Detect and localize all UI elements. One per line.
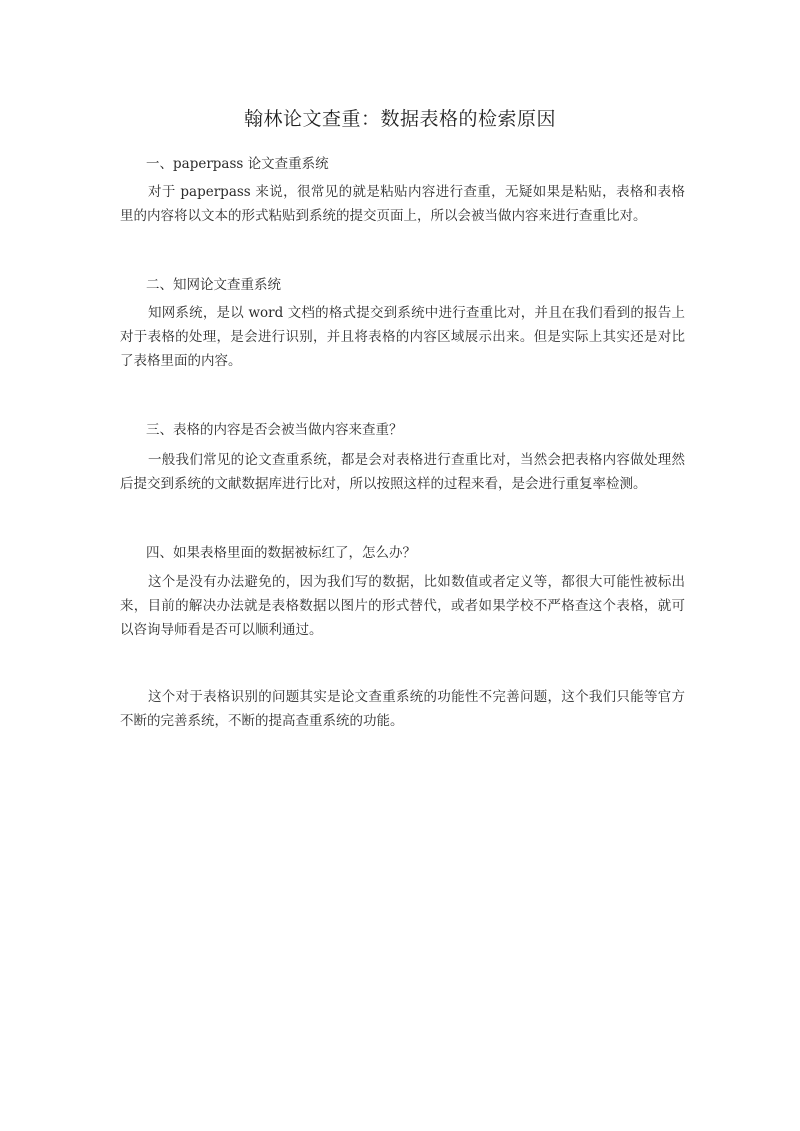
section-heading-table-content: 三、表格的内容是否会被当做内容来查重？ [146,422,403,438]
conclusion-paragraph: 这个对于表格识别的问题其实是论文查重系统的功能性不完善问题，这个我们只能等官方不断的完善系统，不断的提高查重系统的功能。 [120,689,685,729]
document-title: 翰林论文查重：数据表格的检索原因 [243,108,556,130]
section-body-paperpass: 对于 paperpass 来说，很常见的就是粘贴内容进行查重，无疑如果是粘贴，表格和表格里的内容将以文本的形式粘贴到系统的提交页面上，所以会被当做内容来进行查重比对。 [120,184,685,224]
section-heading-paperpass: 一、paperpass 论文查重系统 [146,156,329,172]
section-heading-marked-red: 四、如果表格里面的数据被标红了，怎么办？ [146,545,416,561]
section-body-cnki: 知网系统，是以 word 文档的格式提交到系统中进行查重比对，并且在我们看到的报告上对于表格的处理，是会进行识别，并且将表格的内容区域展示出来。但是实际上其实还是对比了表格里面的内容。 [120,305,685,369]
section-body-marked-red: 这个是没有办法避免的，因为我们写的数据，比如数值或者定义等，都很大可能性被标出来，目前的解决办法就是表格数据以图片的形式替代，或者如果学校不严格查这个表格，就可以咨询导师看是否可以顺利通过。 [120,574,685,638]
section-heading-cnki: 二、知网论文查重系统 [146,277,281,293]
section-body-table-content: 一般我们常见的论文查重系统，都是会对表格进行查重比对，当然会把表格内容做处理然后提交到系统的文献数据库进行比对，所以按照这样的过程来看，是会进行重复率检测。 [120,452,685,492]
